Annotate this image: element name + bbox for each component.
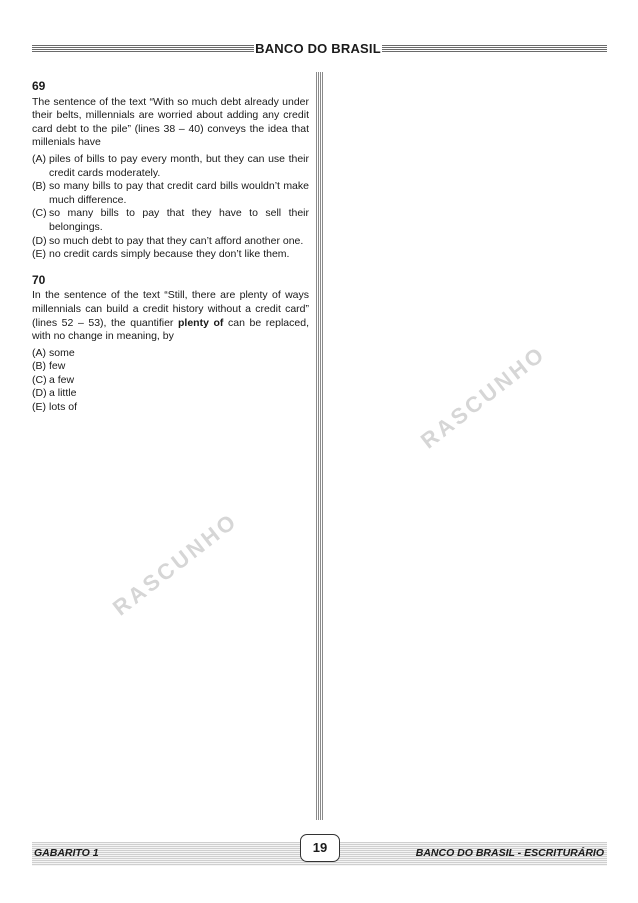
option-a (32, 153, 309, 180)
option-letter: (E) (32, 248, 46, 261)
stem-text: In the sentence of the text “Still, there are plenty of ways millennials can build a credit history without a credit card” (lines 52 – 53), the quantifier (32, 289, 309, 329)
option-text: so many bills to pay that credit card bills wouldn’t make much difference. (49, 180, 309, 206)
column-divider (316, 72, 324, 820)
option-letter: (C) (32, 373, 47, 386)
option-letter: (A) (32, 346, 46, 359)
option-text: lots of (49, 401, 78, 414)
question-number: 69 (32, 79, 46, 93)
page-number-badge: 19 (300, 834, 340, 862)
page-header-title: BANCO DO BRASIL (255, 41, 381, 56)
option-text: no credit cards simply because they don’t like them. (49, 248, 290, 261)
footer-exam-title: BANCO DO BRASIL - ESCRITURÁRIO (415, 847, 604, 859)
option-text: some (49, 346, 75, 359)
option-c (32, 374, 309, 388)
option-text: so many bills to pay that they have to sell their belongings. (49, 207, 309, 233)
question-stem: The sentence of the text “With so much debt already under their belts, millennials are worried about adding any credit card debt to the pile” (lines 38 – 40) conveys the idea that millenials have (32, 95, 309, 149)
option-b (32, 360, 309, 374)
stem-text: can be replaced, with no change in meaning, by (32, 316, 309, 343)
option-letter: (D) (32, 234, 47, 247)
option-letter: (D) (32, 387, 47, 400)
option-letter: (E) (32, 401, 46, 414)
option-d (32, 235, 309, 249)
rascunho-watermark-right: RASCUNHO (415, 340, 551, 454)
question-69 (32, 80, 309, 262)
option-text: a little (49, 387, 77, 400)
footer-exam-version: GABARITO 1 (34, 847, 99, 859)
option-text: a few (49, 373, 75, 386)
option-letter: (B) (32, 360, 46, 373)
option-letter: (C) (32, 207, 47, 220)
option-text: so much debt to pay that they can’t afford another one. (49, 234, 304, 247)
option-a (32, 347, 309, 361)
option-e (32, 248, 309, 262)
option-text: piles of bills to pay every month, but they can use their credit cards moderately. (49, 152, 309, 179)
question-70 (32, 274, 309, 415)
left-column (32, 80, 309, 427)
option-d (32, 387, 309, 401)
option-e (32, 401, 309, 415)
option-c (32, 207, 309, 234)
option-text: few (49, 360, 66, 373)
rascunho-watermark-left: RASCUNHO (107, 507, 243, 621)
option-letter: (B) (32, 180, 46, 193)
header-rule-left (32, 45, 254, 53)
question-stem (32, 289, 309, 343)
stem-highlight: plenty of (178, 316, 224, 329)
option-letter: (A) (32, 152, 46, 165)
question-number: 70 (32, 272, 46, 287)
option-b (32, 180, 309, 207)
header-rule-right (382, 45, 607, 53)
